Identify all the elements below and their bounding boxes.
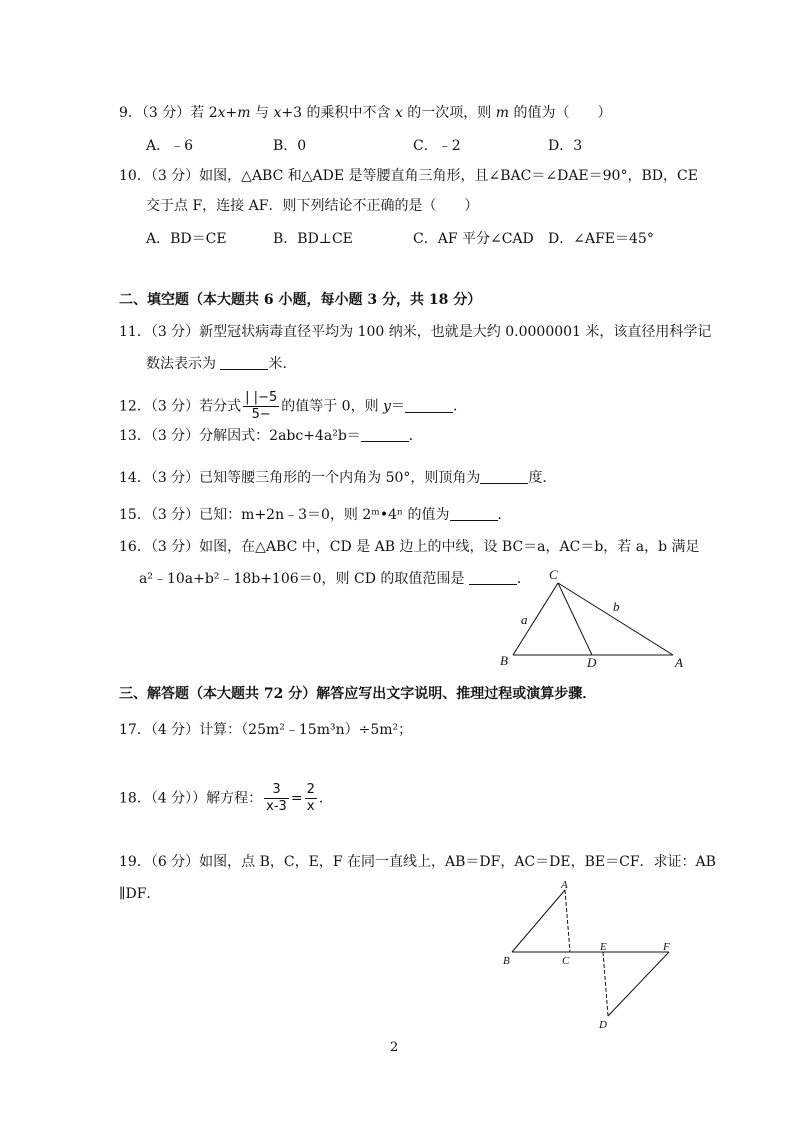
label-d: D <box>599 1019 607 1031</box>
section3-heading: 三、解答题（本大题共 72 分）解答应写出文字说明、推理过程或演算步骤． <box>119 686 597 702</box>
q10-stem-line1: 10．（3 分）如图，△ABC 和△ADE 是等腰直角三角形，且∠BAC＝∠DAE＝90°，BD，CE <box>119 168 698 184</box>
q12-fraction: $\frac{| |-5}{5-}$ <box>245 390 278 422</box>
q10-option-b: B．BD⊥CE <box>273 231 353 247</box>
q9-option-b: B．0 <box>273 138 307 154</box>
label-side-b: b <box>613 599 620 614</box>
q16-line1: 16．（3 分）如图，在△ABC 中，CD 是 AB 边上的中线，设 BC＝a，AC＝b，若 a，b 满足 <box>119 539 700 555</box>
q19-line2: ∥DF． <box>119 886 161 902</box>
label-side-a: a <box>521 612 528 627</box>
q11-line1: 11．（3 分）新型冠状病毒直径平均为 100 纳米，也就是大约 0.0000001 米，该直径用科学记 <box>119 324 712 340</box>
q12-answer-blank <box>405 398 453 413</box>
q17-line: 17．（4 分）计算：（25m²﹣15m³n）÷5m²； <box>119 722 413 738</box>
q11-line2: 数法表示为 米． <box>146 356 297 372</box>
segment-df <box>608 952 669 1016</box>
q16-line2: a²﹣10a+b²﹣18b+106＝0，则 CD 的取值范围是 ． <box>139 571 531 587</box>
q19-line1: 19．（6 分）如图，点 B，C，E，F 在同一直线上，AB＝DF，AC＝DE，BE＝CF．求证：AB <box>119 854 716 870</box>
label-f: F <box>663 941 670 953</box>
label-c: C <box>549 567 558 582</box>
q9-option-d: D．3 <box>548 138 583 154</box>
page-number: 2 <box>390 1040 399 1055</box>
section2-heading: 二、填空题（本大题共 6 小题，每小题 3 分，共 18 分） <box>119 292 482 308</box>
q11-answer-blank <box>220 355 268 370</box>
q15-line: 15．（3 分）已知：m+2n﹣3＝0，则 2ᵐ•4ⁿ 的值为 ． <box>119 507 512 523</box>
label-d: D <box>587 655 597 670</box>
label-b: B <box>500 653 508 668</box>
segment-ab <box>512 890 565 952</box>
q16-triangle-figure <box>490 566 700 674</box>
q10-stem-line2: 交于点 F，连接 AF．则下列结论不正确的是（ ） <box>146 198 479 214</box>
q12-line: 12．（3 分）若分式 $\frac{| |-5}{5-}$ 的值等于 0，则 y＝ ． <box>119 390 467 422</box>
q10-option-a: A．BD＝CE <box>146 231 227 247</box>
label-a: A <box>675 655 683 670</box>
q9-option-a: A．﹣6 <box>146 138 194 154</box>
q14-line: 14．（3 分）已知等腰三角形的一个内角为 50°，则顶角为 度． <box>119 470 557 486</box>
q10-option-d: D．∠AFE＝45° <box>548 231 654 247</box>
label-e: E <box>600 941 607 953</box>
q14-answer-blank <box>480 469 528 484</box>
side-bc <box>513 583 558 655</box>
q18-line: 18．（4 分））解方程： $\frac{3}{x-3}$ = $\frac{2}{x}$ ． <box>119 782 333 814</box>
q9-stem: 9．（3 分）若 2x+m 与 x+3 的乘积中不含 x 的一次项，则 m 的值为（ ） <box>119 105 612 121</box>
q13-answer-blank <box>361 427 409 442</box>
q13-line: 13．（3 分）分解因式：2abc+4a²b＝ ． <box>119 428 423 444</box>
q19-figure <box>495 876 685 1036</box>
q9-option-c: C．﹣2 <box>413 138 461 154</box>
q10-option-c: C．AF 平分∠CAD <box>413 231 534 247</box>
q18-fraction-right: $\frac{2}{x}$ <box>306 782 315 814</box>
segment-de <box>603 952 608 1016</box>
label-a: A <box>561 879 568 891</box>
label-b: B <box>503 955 510 967</box>
segment-ac <box>565 890 570 952</box>
q15-answer-blank <box>450 506 498 521</box>
q18-fraction-left: $\frac{3}{x-3}$ <box>266 782 287 814</box>
label-c: C <box>562 955 570 967</box>
